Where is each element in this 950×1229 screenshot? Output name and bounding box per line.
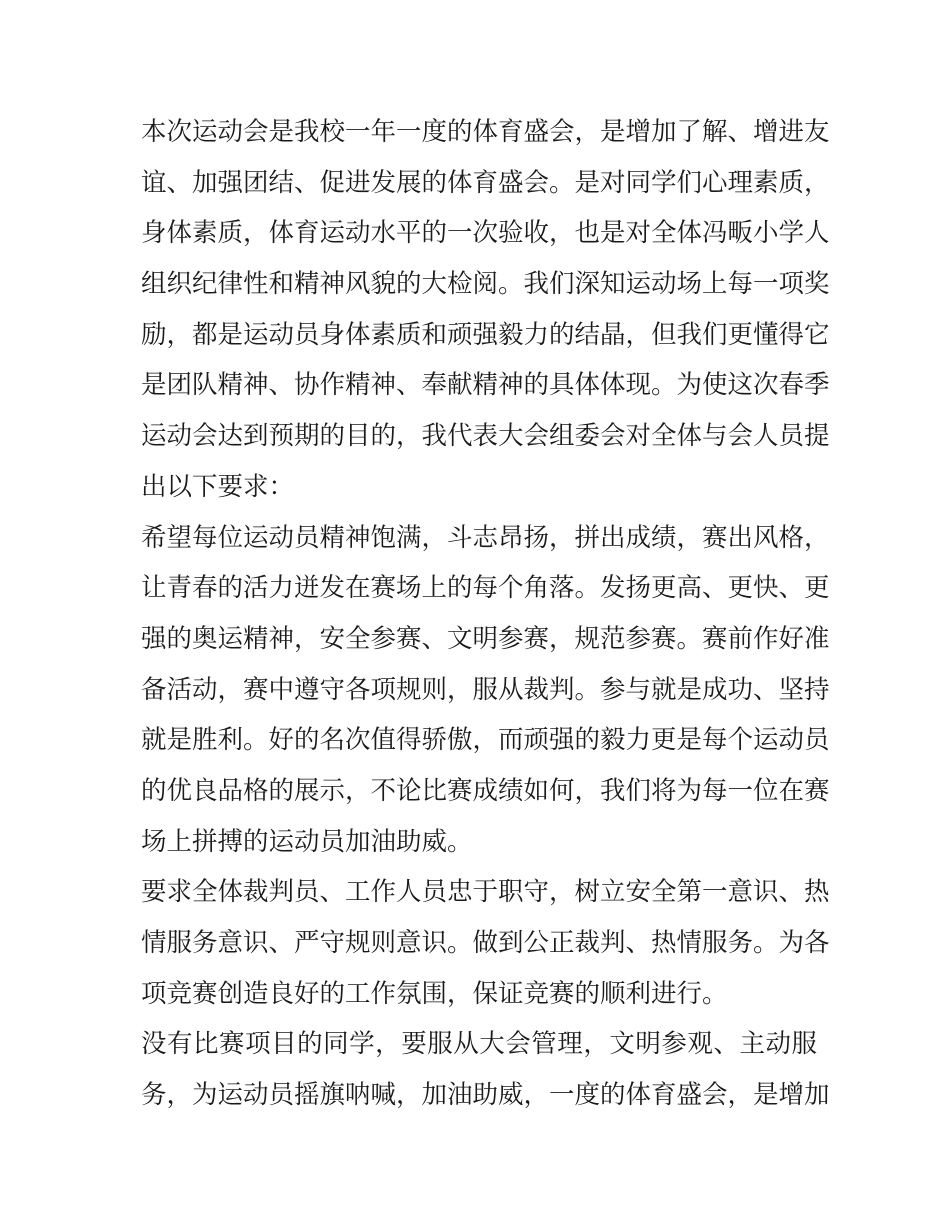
- text-line: 备活动，赛中遵守各项规则，服从裁判。参与就是成功、坚持: [141, 674, 830, 705]
- document-body: [141, 107, 830, 1121]
- text-line: 务，为运动员摇旗呐喊，加油助威，一度的体育盛会，是增加: [141, 1080, 830, 1111]
- paragraph-4: [141, 1019, 830, 1120]
- paragraph-3: [141, 867, 830, 1019]
- text-line: 希望每位运动员精神饱满，斗志昂扬，拼出成绩，赛出风格，: [141, 522, 830, 553]
- text-line: 励，都是运动员身体素质和顽强毅力的结晶，但我们更懂得它: [141, 319, 830, 350]
- text-line: 要求全体裁判员、工作人员忠于职守，树立安全第一意识、热: [141, 877, 830, 908]
- text-line: 运动会达到预期的目的，我代表大会组委会对全体与会人员提: [141, 421, 830, 452]
- text-line: 强的奥运精神，安全参赛、文明参赛，规范参赛。赛前作好准: [141, 623, 830, 654]
- text-line: 的优良品格的展示，不论比赛成绩如何，我们将为每一位在赛: [141, 775, 830, 806]
- text-line: 没有比赛项目的同学，要服从大会管理，文明参观、主动服: [141, 1029, 817, 1060]
- text-line: 场上拼搏的运动员加油助威。: [141, 826, 473, 857]
- text-line: 情服务意识、严守规则意识。做到公正裁判、热情服务。为各: [141, 928, 830, 958]
- text-line: 是团队精神、协作精神、奉献精神的具体体现。为使这次春季: [141, 370, 830, 401]
- text-line: 让青春的活力迸发在赛场上的每个角落。发扬更高、更快、更: [141, 573, 830, 604]
- text-line: 就是胜利。好的名次值得骄傲，而顽强的毅力更是每个运动员: [141, 725, 830, 756]
- text-line: 出以下要求：: [141, 471, 295, 502]
- paragraph-2: [141, 513, 830, 868]
- text-line: 身体素质，体育运动水平的一次验收，也是对全体冯畈小学人: [141, 218, 830, 249]
- text-line: 项竞赛创造良好的工作氛围，保证竞赛的顺利进行。: [141, 978, 728, 1009]
- text-line: 组织纪律性和精神风貌的大检阅。我们深知运动场上每一项奖: [141, 269, 830, 300]
- paragraph-1: [141, 107, 830, 513]
- text-line: 本次运动会是我校一年一度的体育盛会，是增加了解、增进友: [141, 117, 830, 147]
- text-line: 谊、加强团结、促进发展的体育盛会。是对同学们心理素质，: [141, 167, 830, 198]
